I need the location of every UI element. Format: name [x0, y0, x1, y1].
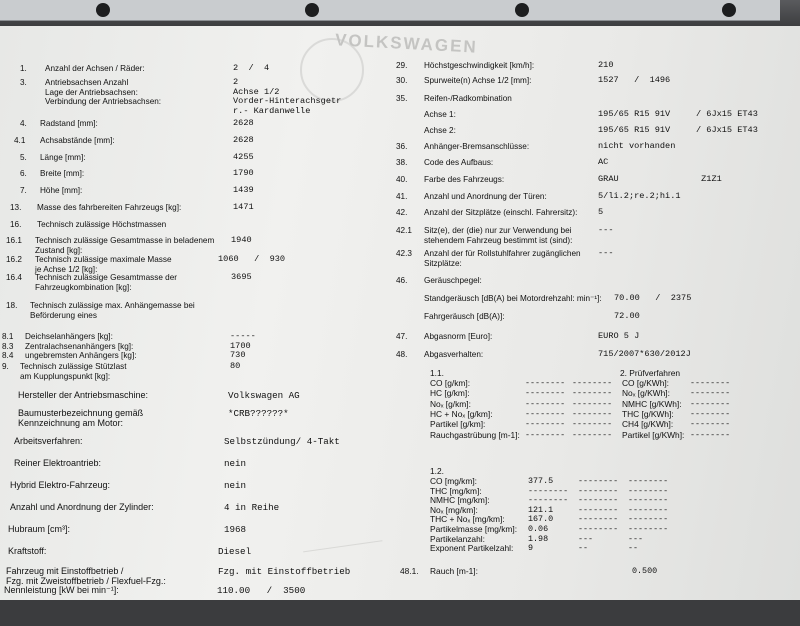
field-label: Fahrgeräusch [dB(A)]: — [424, 312, 505, 321]
emission-label: Partikelanzahl: — [430, 533, 485, 544]
field-number: 16.2 — [6, 255, 22, 264]
emission-value: -------- — [628, 476, 669, 486]
emission-label: Noₓ [g/km]: — [430, 398, 471, 409]
left-column — [0, 26, 395, 600]
emission-heading-1-1: 1.1. — [430, 368, 444, 378]
field-label: Technisch zulässige Gesamtmasse in beladenem Zustand [kg]: — [35, 236, 215, 255]
emission-label: CO [g/km]: — [430, 378, 471, 388]
field-number: 41. — [396, 192, 408, 201]
field-label: Achse 1: — [424, 110, 456, 119]
field-number: 40. — [396, 175, 408, 184]
punch-hole — [305, 3, 319, 17]
emission-value: -------- — [628, 514, 669, 525]
emission-value: --- — [578, 533, 594, 544]
field-label: Geräuschpegel: — [424, 276, 482, 285]
spec-row — [0, 78, 390, 118]
field-value: 1940 — [231, 235, 252, 245]
field-label: Anzahl und Anordnung der Zylinder: — [10, 502, 154, 512]
field-label: Masse des fahrbereiten Fahrzeugs [kg]: — [37, 203, 182, 212]
spec-row — [390, 249, 795, 279]
field-value: 4255 — [233, 152, 254, 162]
field-number: 5. — [20, 153, 27, 162]
emission-label: CO [mg/km]: — [430, 476, 477, 486]
emission-value: -------- — [572, 419, 613, 430]
field-label: Technisch zulässige Stützlast am Kupplungspunkt [kg]: — [20, 362, 127, 381]
field-value: 2628 — [233, 135, 254, 145]
field-number: 16. — [10, 220, 22, 229]
field-value: 2 Achse 1/2 Vorder-Hinterachsgetr r.- Kardanwelle — [233, 77, 342, 116]
emission-value: -------- — [572, 398, 613, 409]
field-number: 6. — [20, 169, 27, 178]
field-number: 7. — [20, 186, 27, 195]
emission-value: -------- — [572, 388, 613, 399]
emission-value: -------- — [572, 429, 613, 440]
field-value: 5 — [598, 207, 604, 217]
emission-label: NMHC [mg/km]: — [430, 495, 490, 506]
emission-heading-1-2: 1.2. — [430, 466, 444, 476]
field-value: 1527 / 1496 — [598, 75, 671, 85]
emission-label: THC [mg/km]: — [430, 485, 482, 496]
emission-label: Partikelmasse [mg/km]: — [430, 524, 518, 534]
emission-label: CH4 [g/KWh]: — [622, 419, 674, 430]
field-value: 2628 — [233, 118, 254, 128]
field-label: Hubraum [cm³]: — [8, 524, 71, 534]
field-value: Volkswagen AG — [228, 390, 300, 401]
field-value: 70.00 / 2375 — [614, 293, 692, 303]
field-number: 46. — [396, 276, 408, 285]
field-value: EURO 5 J — [598, 331, 640, 341]
emission-value: -------- — [525, 408, 566, 419]
watermark-text: VOLKSWAGEN — [334, 30, 479, 57]
registration-document — [0, 26, 800, 600]
field-number: 18. — [6, 301, 18, 310]
field-number: 42.1 — [396, 226, 412, 235]
field-value: Selbstzündung/ 4-Takt — [224, 436, 340, 447]
field-label: Anzahl und Anordnung der Türen: — [424, 192, 547, 201]
field-label: Anzahl der Sitzplätze (einschl. Fahrersitz): — [424, 208, 578, 217]
emission-label: Noₓ [g/KWh]: — [622, 388, 670, 399]
field-number: 1. — [20, 64, 27, 73]
emission-value: -------- — [578, 504, 619, 515]
field-value: nicht vorhanden — [598, 141, 676, 151]
field-label: Höchstgeschwindigkeit [km/h]: — [424, 61, 535, 70]
emission-value: -------- — [628, 504, 669, 515]
emission-value: -------- — [578, 476, 619, 486]
field-label: Reifen-/Radkombination — [424, 94, 512, 103]
field-number: 42.3 — [396, 249, 412, 258]
field-number: 38. — [396, 158, 408, 167]
binder-rail — [0, 0, 800, 28]
emission-value: -------- — [690, 378, 731, 388]
emission-value: -------- — [528, 495, 569, 506]
field-label: Radstand [mm]: — [40, 119, 98, 128]
emission-value: -------- — [628, 524, 669, 534]
field-number: 4.1 — [14, 136, 26, 145]
field-value: 715/2007*630/2012J — [598, 349, 691, 359]
field-label: Technisch zulässige max. Anhängemasse bei Beförderung eines — [30, 301, 195, 320]
field-label: Arbeitsverfahren: — [14, 436, 83, 446]
field-value: nein — [224, 480, 247, 491]
field-value: 3695 — [231, 272, 252, 282]
emission-value: 0.500 — [632, 566, 658, 576]
emission-value: 377.5 — [528, 476, 554, 486]
emission-label: Partikel [g/km]: — [430, 419, 486, 430]
emission-value: -------- — [528, 485, 569, 496]
field-label: Hersteller der Antriebsmaschine: — [18, 390, 149, 400]
field-value: nein — [224, 458, 247, 469]
emission-value: 9 — [528, 543, 534, 554]
field-number: 36. — [396, 142, 408, 151]
field-number: 4. — [20, 119, 27, 128]
emission-label: Partikel [g/KWh]: — [622, 429, 685, 440]
emission-value: -- — [578, 543, 589, 554]
emission-value: -------- — [628, 495, 669, 506]
field-label: Hybrid Elektro-Fahrzeug: — [10, 480, 111, 490]
field-value: AC — [598, 157, 609, 167]
field-label: Reiner Elektroantrieb: — [14, 458, 102, 468]
emission-value: -- — [628, 543, 639, 554]
field-number: 29. — [396, 61, 408, 70]
emission-label: THC + Noₓ [mg/km]: — [430, 514, 505, 525]
emission-value: -------- — [525, 398, 566, 409]
punch-hole — [515, 3, 529, 17]
emission-value: -------- — [578, 495, 619, 506]
emission-value: -------- — [690, 408, 731, 419]
emission-label: CO [g/KWh]: — [622, 378, 670, 388]
field-value: 110.00 / 3500 — [217, 585, 306, 596]
field-label: Standgeräusch [dB(A) bei Motordrehzahl: min⁻¹]: — [424, 294, 602, 303]
field-number: 30. — [396, 76, 408, 85]
field-value: 72.00 — [614, 311, 640, 321]
field-number: 13. — [10, 203, 22, 212]
field-value: 80 — [230, 361, 241, 371]
emission-value: -------- — [525, 378, 566, 388]
field-value: 1439 — [233, 185, 254, 195]
emission-value: -------- — [578, 514, 619, 525]
emission-value: -------- — [572, 408, 613, 419]
emission-value: -------- — [690, 429, 731, 440]
emission-value: -------- — [690, 388, 731, 399]
field-label: Farbe des Fahrzeugs: — [424, 175, 505, 184]
emission-label: HC + Noₓ [g/km]: — [430, 408, 493, 419]
emission-value: 167.0 — [528, 514, 554, 525]
emission-value: -------- — [578, 485, 619, 496]
field-label: Achsabstände [mm]: — [40, 136, 115, 145]
field-number: 8.1 8.3 8.4 — [2, 332, 14, 360]
field-number: 42. — [396, 208, 408, 217]
field-label: Code des Aufbaus: — [424, 158, 494, 167]
emission-value: -------- — [690, 398, 731, 409]
field-label: Achse 2: — [424, 126, 456, 135]
field-label: Technisch zulässige maximale Masse je Achse 1/2 [kg]: — [35, 255, 172, 274]
field-label: Antriebsachsen Anzahl Lage der Antriebsachsen: Verbindung der Antriebsachsen: — [45, 78, 162, 106]
field-label: Spurweite(n) Achse 1/2 [mm]: — [424, 76, 532, 85]
emission-label: THC [g/KWh]: — [622, 408, 674, 419]
emission-value: -------- — [572, 378, 613, 388]
field-value: *CRB??????* — [228, 408, 289, 419]
field-value: 1968 — [224, 524, 247, 535]
emission-value: -------- — [690, 419, 731, 430]
field-number: 3. — [20, 78, 27, 87]
field-number: 47. — [396, 332, 408, 341]
emission-label: NMHC [g/KWh]: — [622, 398, 682, 409]
field-value: 210 — [598, 60, 614, 70]
spec-row — [390, 350, 795, 380]
field-number: 9. — [2, 362, 9, 371]
field-value: Diesel — [218, 546, 252, 557]
emission-label: Rauch [m-1]: — [430, 566, 478, 576]
field-label: Breite [mm]: — [40, 169, 85, 178]
field-value: 1471 — [233, 202, 254, 212]
emission-label: HC [g/km]: — [430, 388, 470, 399]
field-value: 5/li.2;re.2;hi.1 — [598, 191, 681, 201]
field-number: 16.1 — [6, 236, 22, 245]
field-label: Fahrzeug mit Einstoffbetrieb / Fzg. mit Zweistoffbetrieb / Flexfuel-Fzg.: — [6, 566, 166, 586]
field-value: 2 / 4 — [233, 63, 270, 73]
field-value: GRAU Z1Z1 — [598, 174, 722, 184]
field-value: ----- 1700 730 — [230, 331, 256, 360]
field-value: Fzg. mit Einstoffbetrieb — [218, 566, 351, 577]
field-label: Technisch zulässige Gesamtmasse der Fahrzeugkombination [kg]: — [35, 273, 177, 292]
punch-hole — [96, 3, 110, 17]
emission-label: Exponent Partikelzahl: — [430, 543, 514, 554]
emission-value: -------- — [525, 388, 566, 399]
emission-value: -------- — [628, 485, 669, 496]
field-label: Sitz(e), der (die) nur zur Verwendung bei stehendem Fahrzeug bestimmt ist (sind): — [424, 226, 573, 245]
emission-value: -------- — [525, 429, 566, 440]
field-value: 1060 / 930 — [218, 254, 286, 264]
field-label: Kraftstoff: — [8, 546, 47, 556]
emission-value: -------- — [578, 524, 619, 534]
field-label: Länge [mm]: — [40, 153, 86, 162]
emission-label: Rauchgastrübung [m-1]: — [430, 429, 520, 440]
emission-value: -------- — [525, 419, 566, 430]
field-label: Anhänger-Bremsanschlüsse: — [424, 142, 530, 151]
spec-row — [0, 586, 390, 626]
field-label: Technisch zulässige Höchstmassen — [37, 220, 167, 229]
binder-strip — [0, 0, 780, 21]
field-number: 35. — [396, 94, 408, 103]
field-label: Anzahl der Achsen / Räder: — [45, 64, 145, 73]
field-value: 1790 — [233, 168, 254, 178]
field-label: Höhe [mm]: — [40, 186, 83, 195]
field-value: 195/65 R15 91V / 6Jx15 ET43 — [598, 125, 758, 135]
field-number: 48.1. — [400, 566, 419, 576]
field-value: --- — [598, 248, 614, 258]
emission-label: Noₓ [mg/km]: — [430, 504, 478, 515]
emission-value: 121.1 — [528, 504, 554, 515]
field-label: Abgasnorm [Euro]: — [424, 332, 493, 341]
punch-hole — [722, 3, 736, 17]
emission-value: --- — [628, 533, 644, 544]
emission-heading-pruefverfahren: 2. Prüfverfahren — [620, 368, 681, 378]
field-number: 16.4 — [6, 273, 22, 282]
field-value: 195/65 R15 91V / 6Jx15 ET43 — [598, 109, 758, 119]
emission-value: 1.98 — [528, 533, 549, 544]
field-label: Nennleistung [kW bei min⁻¹]: — [4, 585, 119, 595]
field-label: Abgasverhalten: — [424, 350, 484, 359]
field-number: 48. — [396, 350, 408, 359]
field-label: Baumusterbezeichnung gemäß Kennzeichnung am Motor: — [18, 408, 144, 428]
field-label: Deichselanhängers [kg]: Zentralachsenanhängers [kg]: ungebremsten Anhängers [kg]: — [25, 332, 137, 360]
field-value: --- — [598, 225, 614, 235]
emission-value: 0.06 — [528, 524, 549, 534]
field-value: 4 in Reihe — [224, 502, 280, 513]
field-label: Anzahl der für Rollstuhlfahrer zugänglichen Sitzplätze: — [424, 249, 581, 268]
